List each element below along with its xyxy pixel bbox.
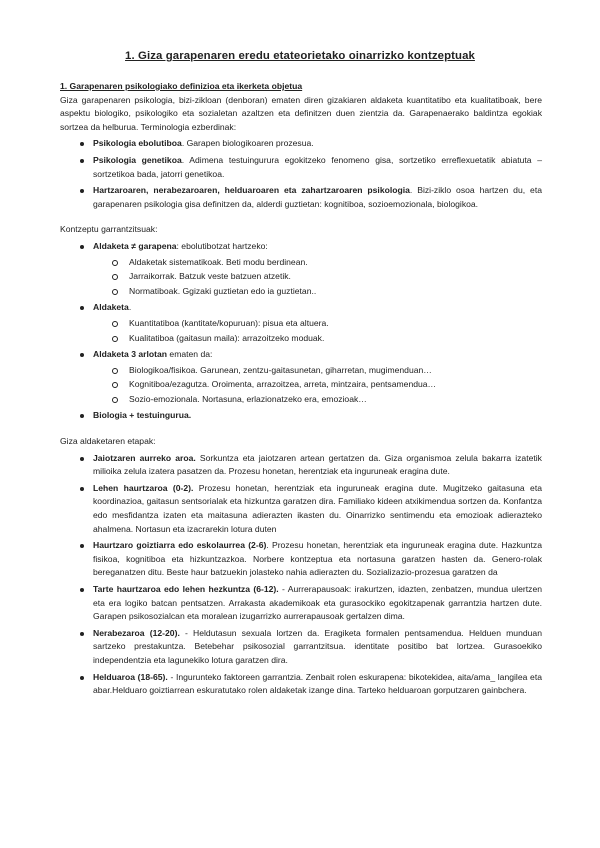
sub-list-item: Kognitiboa/ezagutza. Oroimenta, arrazoitzea, arreta, mintzaira, pentsamendua…	[129, 378, 542, 392]
list-item: Aldaketa ≠ garapena: ebolutibotzat hartzeko: Aldaketak sistematikoak. Beti modu berdinean. Jarraikorrak. Batzuk veste batzuen atzetik. Normatiboak. Ggizaki guztietan edo ia guztietan..	[93, 240, 542, 298]
sub-list	[93, 256, 542, 299]
list-item: Nerabezaroa (12-20). - Heldutasun sexuala lortzen da. Eragiketa formalen pentsamendua. Helduen munduan sartzeko prestakuntza. Betebehar psikosozial garrantzitsua. identitate positibo bat lortzea. Gurasoekiko independentzia eta lagunekiko lotura garatzen dira.	[93, 627, 542, 668]
list-item: Jaiotzaren aurreko aroa. Sorkuntza eta jaiotzaren artean gertatzen da. Giza organismoa zelula bakarra izatetik milioika zelula izatera pasatzen da. Prozesu honetan, herentziak eta inguruneak eragina dute.	[93, 452, 542, 479]
document-body	[60, 80, 542, 701]
document-title: 1. Giza garapenaren eredu etateorietako oinarrizko kontzeptuak	[125, 50, 475, 62]
list-item: Aldaketa. Kuantitatiboa (kantitate/kopuruan): pisua eta altuera. Kualitatiboa (gaitasun maila): arrazoitzeko moduak.	[93, 301, 542, 345]
section-heading: 1. Garapenaren psikologiako definizioa eta ikerketa objetua	[60, 81, 303, 91]
list-item: Aldaketa 3 arlotan ematen da: Biologikoa/fisikoa. Garunean, zentzu-gaitasunetan, giharretan, mugimenduan… Kognitiboa/ezagutza. Oroimenta, arrazoitzea, arreta, mintzaira, pentsamendua… Sozio-emozionala. Nortasuna, erlazionatzeko era, emozioak…	[93, 348, 542, 406]
sub-list	[93, 364, 542, 407]
list-item: Lehen haurtzaroa (0-2). Prozesu honetan, herentziak eta inguruneak eragina dute. Mugitzeko gaitasuna eta koordinazioa, gaitasun sentsorialak eta hizkuntza garatzen dira. Familiako kideen atxikimendua sortzen da. Konfantza edo mesfidantza izaten eta maitasuna adierazten ikasten du. Oinarrizko sentimendu eta emozioak adierazteko ahalmena. Nortasun eta izacrarekin lotura duten	[93, 482, 542, 536]
intro-paragraph: Giza garapenaren psikologia, bizi-zikloan (denboran) ematen diren gizakiaren aldaketa kuantitatibo eta kualitatiboak, bere aspektu biologiko, psikologiko eta sozialetan azaltzen eta definitzen duen zientzia da. Garapenaerako baldintza egokiak sortzea da helburua. Terminologia ezberdinak:	[60, 94, 542, 132]
sub-list-item: Jarraikorrak. Batzuk veste batzuen atzetik.	[129, 270, 542, 284]
list-item: Psikologia genetikoa. Adimena testuingurura egokitzeko fenomeno gisa, sortzetiko erreflexuetatik abiatuta – sortzetikoa bada, jatorri genetikoa.	[93, 154, 542, 181]
sub-list	[93, 317, 542, 345]
concepts-list	[60, 240, 542, 423]
stages-heading: Giza aldaketaren etapak:	[60, 436, 156, 447]
sub-list-item: Normatiboak. Ggizaki guztietan edo ia guztietan..	[129, 285, 542, 299]
list-item: Hartzaroaren, nerabezaroaren, helduaroaren eta zahartzaroaren psikologia. Bizi-ziklo osoa hartzen du, eta garapenaren psikologia gisa definitzen da, alderdi guztietan: kognitiboa, sozioemozionala, biologikoa.	[93, 184, 542, 211]
list-item: Psikologia ebolutiboa. Garapen biologikoaren prozesua.	[93, 137, 542, 151]
sub-list-item: Kualitatiboa (gaitasun maila): arrazoitzeko moduak.	[129, 332, 542, 346]
sub-list-item: Sozio-emozionala. Nortasuna, erlazionatzeko era, emozioak…	[129, 393, 542, 407]
sub-list-item: Kuantitatiboa (kantitate/kopuruan): pisua eta altuera.	[129, 317, 542, 331]
sub-list-item: Aldaketak sistematikoak. Beti modu berdinean.	[129, 256, 542, 270]
list-item: Haurtzaro goiztiarra edo eskolaurrea (2-6). Prozesu honetan, herentziak eta inguruneak eragina dute. Hazkuntza fisikoa, kognitiboa eta hizkuntzazkoa. Norbere kontzeptua eta nortasuna garatzen hasten da. Genero-rolak bereganatzen ditu. Beste haur batzuekin jolasteko nahia adierazten du. Sozializazio-prozesua garatzen da	[93, 539, 542, 580]
list-item: Helduaroa (18-65). - Ingurunteko faktoreen garrantzia. Zenbait rolen eskurapena: bikotekidea, aita/ama_ langilea eta abar.Helduaro goiztiarrean eskuratutako rolen aldaketak izange dina. Tarteko helduaroan gorputzaren gainbchera.	[93, 671, 542, 698]
list-item: Tarte haurtzaroa edo lehen hezkuntza (6-12). - Aurrerapausoak: irakurtzen, idazten, zenbatzen, mundua ulertzen eta era logiko batcan pentsatzen. Arrakasta akademikoak eta gurasockiko egokitzapenak garrantzia hartzen dute. Garapen psikosozialcan eta moralean izugarrizko aurrerapausoak gertalzen dima.	[93, 583, 542, 624]
sub-list-item: Biologikoa/fisikoa. Garunean, zentzu-gaitasunetan, giharretan, mugimenduan…	[129, 364, 542, 378]
list-item: Biologia + testuingurua.	[93, 409, 542, 423]
concepts-heading: Kontzeptu garrantzitsuak:	[60, 224, 158, 235]
terminology-list	[60, 137, 542, 211]
stages-list	[60, 452, 542, 698]
